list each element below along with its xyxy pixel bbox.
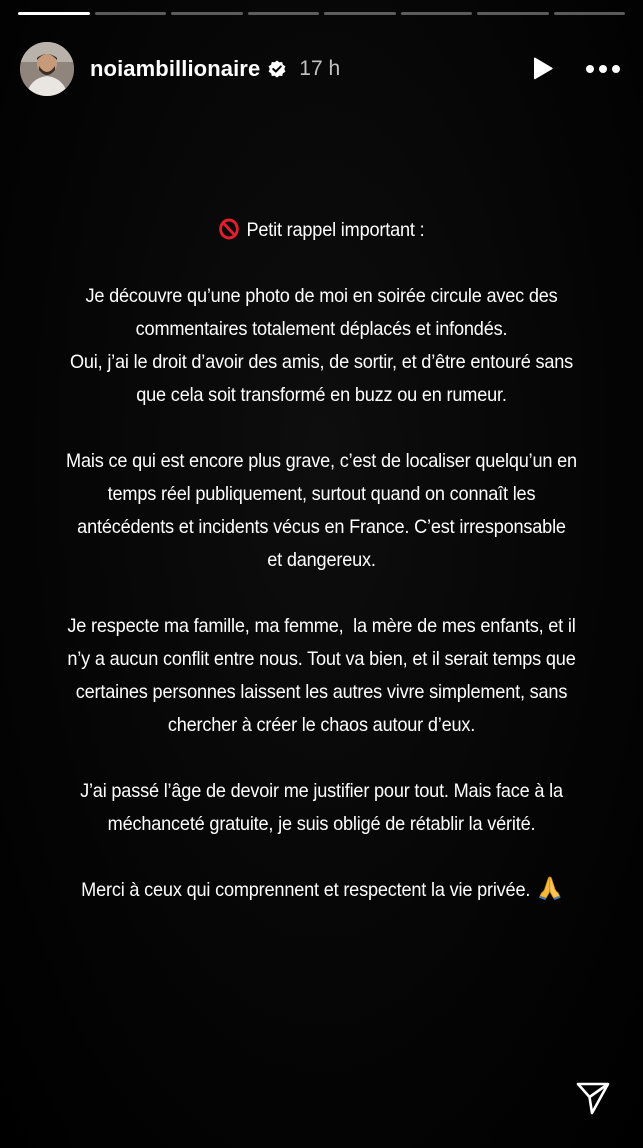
play-icon (529, 56, 555, 82)
prohibited-icon (219, 218, 239, 240)
paragraph-1 (50, 280, 592, 412)
story-text (50, 214, 592, 940)
text-line: Oui, j’ai le droit d’avoir des amis, de sortir, et d’être entouré sans (69, 351, 574, 373)
text-line: méchanceté gratuite, je suis obligé de rétablir la vérité. (107, 813, 536, 835)
progress-segment (18, 12, 90, 15)
avatar[interactable] (20, 42, 74, 96)
text-line: temps réel publiquement, surtout quand on connaît les (107, 483, 536, 505)
paragraph-3 (50, 610, 592, 742)
progress-segment (477, 12, 549, 15)
post-time: 17 h (299, 57, 341, 80)
play-button[interactable] (527, 54, 557, 84)
closing-line (50, 874, 592, 907)
progress-segment (95, 12, 167, 15)
text-line: chercher à créer le chaos autour d’eux. (167, 714, 476, 736)
text-line: et dangereux. (267, 549, 376, 571)
story-progress-bar (18, 12, 625, 15)
text-line: Je découvre qu’une photo de moi en soirée circule avec des (85, 285, 558, 307)
progress-segment (401, 12, 473, 15)
text-line: n’y a aucun conflit entre nous. Tout va bien, et il serait temps que (67, 648, 576, 670)
verified-badge-icon (267, 59, 287, 79)
text-line: Mais ce qui est encore plus grave, c’est de localiser quelqu’un en (66, 450, 577, 472)
title-text: Petit rappel important : (246, 219, 425, 241)
more-options-button[interactable] (583, 54, 623, 84)
text-line: Je respecte ma famille, ma femme, la mère de mes enfants, et il (67, 615, 576, 637)
share-icon (575, 1080, 611, 1116)
text-line: J’ai passé l’âge de devoir me justifier pour tout. Mais face à la (80, 780, 563, 802)
progress-segment (248, 12, 320, 15)
progress-segment (171, 12, 243, 15)
closing-text: Merci à ceux qui comprennent et respectent la vie privée. (81, 879, 531, 901)
share-button[interactable] (573, 1078, 613, 1118)
paragraph-2 (50, 445, 592, 577)
story-title (50, 214, 592, 247)
paragraph-4 (50, 775, 592, 841)
more-icon (585, 64, 621, 74)
progress-segment (554, 12, 626, 15)
text-line: que cela soit transformé en buzz ou en rumeur. (136, 384, 507, 406)
story-header (20, 40, 623, 98)
text-line: certaines personnes laissent les autres vivre simplement, sans (75, 681, 568, 703)
text-line: antécédents et incidents vécus en France. C’est irresponsable (77, 516, 566, 538)
text-line: commentaires totalement déplacés et infondés. (135, 318, 508, 340)
progress-segment (324, 12, 396, 15)
username[interactable]: noiambillionaire (90, 56, 261, 81)
folded-hands-icon (538, 874, 562, 900)
